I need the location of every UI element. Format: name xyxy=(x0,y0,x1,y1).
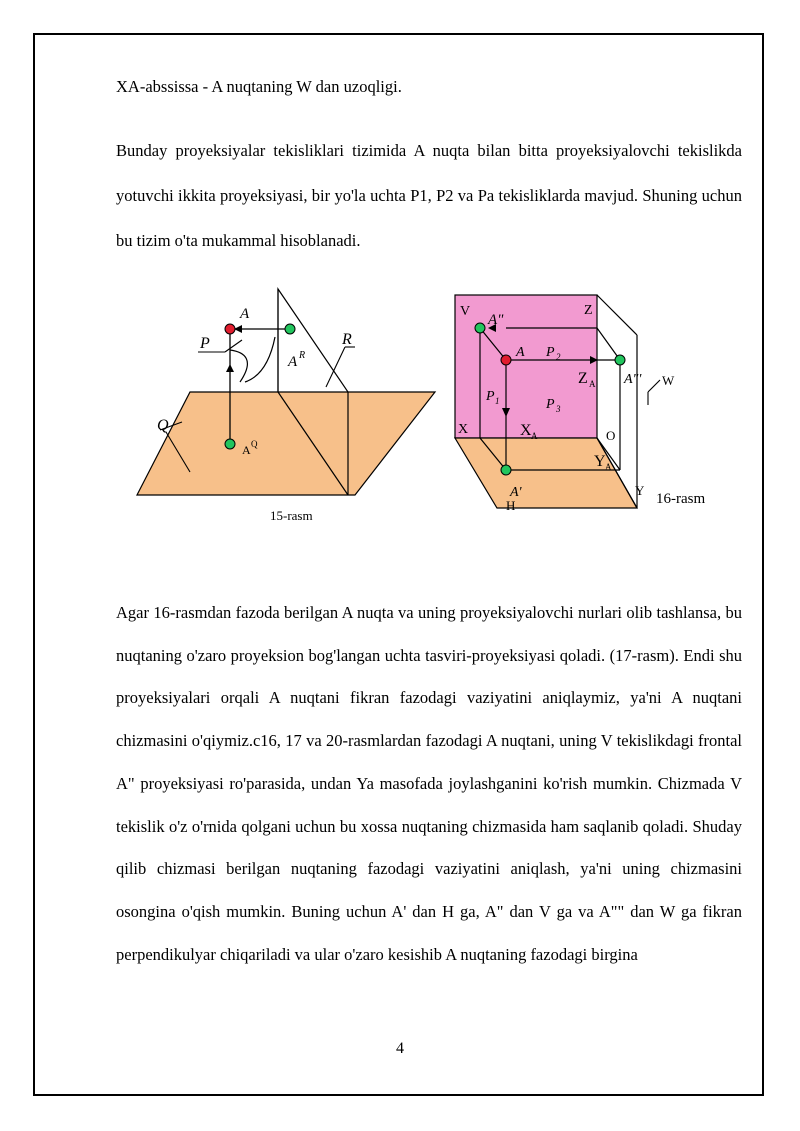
label-z: Z xyxy=(584,303,593,318)
point-a-space xyxy=(501,355,511,365)
label-aq-sup: Q xyxy=(251,439,258,449)
point-aq xyxy=(225,439,235,449)
label-h: H xyxy=(506,498,516,513)
figure-15 xyxy=(130,282,445,527)
label-a-double-prime: A" xyxy=(488,312,504,328)
label-a: A xyxy=(240,306,250,322)
point-ar xyxy=(285,324,295,334)
label-v: V xyxy=(460,304,471,319)
label-p1: P xyxy=(486,389,495,404)
point-a-triple-prime xyxy=(615,355,625,365)
plane-v xyxy=(455,295,597,438)
label-y: Y xyxy=(635,483,645,498)
point-a xyxy=(225,324,235,334)
label-p2-sub: 2 xyxy=(556,352,561,362)
paragraph-xa-abscissa: XA-abssissa - A nuqtaning W dan uzoqligi. xyxy=(116,77,402,96)
paragraph-projection-system: Bunday proyeksiyalar tekisliklari tizimida A nuqta bilan bitta proyeksiyalovchi tekislikda yotuvchi ikkita proyeksiyasi, bir yo'la uchta P1, P2 va Pa tekisliklarda mavjud. Shuning uchun bu tizim o'ta mukammal hisoblanadi. xyxy=(116,141,742,250)
label-za: Z xyxy=(578,370,588,387)
label-o: O xyxy=(606,428,616,443)
label-p3: P xyxy=(546,397,555,412)
paragraph-reading-drawing: Agar 16-rasmdan fazoda berilgan A nuqta va uning proyeksiyalovchi nurlari olib tashlansa, bu nuqtaning o'zaro proyeksion bog'langan uchta tasviri-proyeksiyasi qoladi. (17-rasm). Endi shu proyeksiyalari orqali A nuqtani fikran fazodagi vaziyatini aniqlaymiz, ya'ni A nuqtani chizmasini o'qiymiz.c16, 17 va 20-rasmlardan fazodagi A nuqtani, uning V tekislikdagi frontal A" proyeksiyasi ro'parasida, undan Ya masofada joylashganini ko'rish mumkin. Chizmada V tekislik o'z o'rnida qolgani uchun bu xossa nuqtaning chizmasida ham saqlanib qoladi. Shuday qilib chizmasi berilgan nuqtaning fazodagi vaziyatini aniqlash, ya'ni uning chizmasini osongina o'qish mumkin. Buning uchun A' dan H ga, A" dan V ga va A"" dan W ga fikran perpendikulyar chiqariladi va ular o'zaro kesishib A nuqtaning fazodagi birgina xyxy=(116,603,742,964)
page-number: 4 xyxy=(396,1040,404,1057)
point-a-prime xyxy=(501,465,511,475)
point-a-double-prime xyxy=(475,323,485,333)
label-aq: A xyxy=(242,443,251,457)
label-a-triple-prime: A"' xyxy=(624,372,642,387)
label-p2: P xyxy=(546,345,555,360)
label-za-sub: A xyxy=(589,379,596,389)
label-p3-sub: 3 xyxy=(556,404,561,414)
label-a: A xyxy=(516,345,525,360)
figure-15-caption: 15-rasm xyxy=(270,508,313,523)
label-ar: A xyxy=(288,354,298,370)
label-xa: X xyxy=(520,422,532,439)
plane-h xyxy=(455,438,637,508)
label-r: R xyxy=(342,331,352,348)
figure-16-caption: 16-rasm xyxy=(656,491,706,507)
label-p1-sub: 1 xyxy=(495,396,500,406)
figure-16 xyxy=(448,290,738,520)
label-x: X xyxy=(458,422,469,437)
label-q: Q xyxy=(157,417,169,434)
label-w: W xyxy=(662,373,675,388)
label-p: P xyxy=(200,335,210,352)
label-xa-sub: A xyxy=(531,431,538,441)
label-a-prime: A' xyxy=(510,485,522,500)
label-ya-sub: A xyxy=(605,462,612,472)
label-ya: Y xyxy=(594,453,606,470)
plane-q xyxy=(137,392,435,495)
label-ar-sup: R xyxy=(299,350,306,361)
